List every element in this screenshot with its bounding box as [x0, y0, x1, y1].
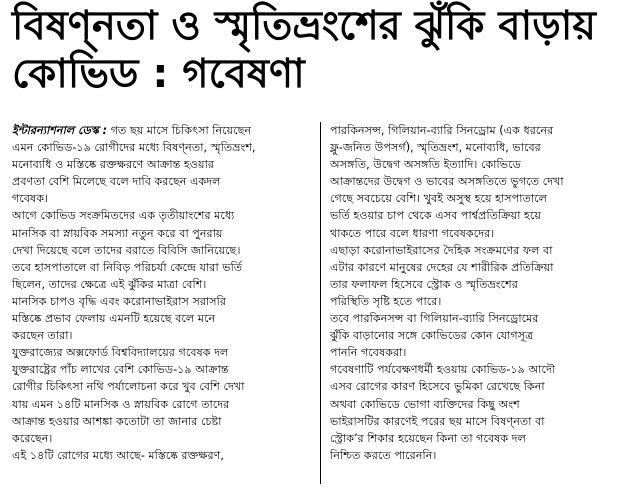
- article-line: এমন কোভিড-১৯ রোগীদের মধ্যে বিষণ্নতা, স্মৃতিভ্রংশ,: [12, 141, 256, 155]
- dateline: ইন্টারন্যাশনাল ডেস্ক :: [12, 124, 108, 137]
- article-line: যায় এমন ১৪টি মানসিক ও স্নায়বিক রোগে তাদের: [12, 397, 230, 411]
- article-column-right: [330, 122, 630, 464]
- article-line: এই ১৪টি রোগের মধ্যে আছে- মস্তিষ্কে রক্তক্ষরণ,: [12, 448, 224, 462]
- article-column-left: [12, 122, 312, 464]
- article-line: পাননি গবেষকরা।: [330, 346, 407, 360]
- article-line: এছাড়া করোনাভাইরাসের দৈহিক সংক্রমণের ফল বা: [330, 243, 553, 257]
- article-line: অসঙ্গতি, উদ্বেগ অসঙ্গতি ইত্যাদি। কোভিডে: [330, 158, 521, 172]
- headline-line-1: বিষণ্নতা ও স্মৃতিভ্রংশের ঝুঁকি বাড়ায়: [12, 3, 596, 49]
- article-line: প্রবণতা বেশি মিলেছে বলে দাবি করছেন একদল: [12, 175, 221, 189]
- article-line: মানসিক চাপও বৃদ্ধি এবং করোনাভাইরাস সরাসরি: [12, 294, 226, 308]
- article-line: পারকিনসন্স, গিলিয়ান-ব্যারি সিনড্রোম (এক ধরনের: [330, 124, 554, 137]
- column-divider: [320, 122, 321, 484]
- article-line: আক্রান্ত হওয়ার আশঙ্কা কতোটা তা জানার চেষ্টা: [12, 414, 222, 428]
- article-line: গবেষক।: [12, 192, 49, 206]
- headline: [12, 2, 632, 98]
- article-line: মানসিক বা স্নায়বিক সমস্যা নতুন করে বা পুনরায়: [12, 226, 223, 240]
- article-line: করেছেন।: [12, 431, 53, 445]
- article-line: যুক্তরাজ্যের অক্সফোর্ড বিশ্ববিদ্যালয়ের গবেষক দল: [12, 346, 229, 360]
- article-line: ফ্লু-জনিত উপসর্গ), স্মৃতিভ্রংশ, মনোব্যধি, ভাবের: [330, 141, 541, 155]
- article-line: ভর্তি হওয়ার চাপ থেকে এসব পার্শ্বপ্রতিক্রিয়া হয়ে: [330, 209, 542, 223]
- article-line: তবে পারকিনসন্স বা গিলিয়ান-ব্যারি সিনড্রোমের: [330, 312, 539, 326]
- article-line: নিশ্চিত করতে পারেননি।: [330, 448, 437, 462]
- article-line: তার ফলাফল হিসেবে স্ট্রোক ও স্মৃতিভ্রংশের: [330, 277, 518, 291]
- article-line: এসব রোগের কারণ হিসেবে ভুমিকা রেখেছে কিনা: [330, 380, 545, 394]
- article-line: যুক্তরাষ্ট্রের পাঁচ লাখের বেশি কোভিড-১৯ আক্রান্ত: [12, 363, 229, 377]
- article-line: ভাইরাসটির কারণেই পরের ছয় মাসে বিষণ্নতা বা: [330, 414, 545, 428]
- article-line: আক্রান্তদের উদ্বেগ ও ভাবের অসঙ্গতিতে ভুগতে দেখা: [330, 175, 564, 189]
- article-line: [12, 122, 312, 139]
- article-line: পরিস্থিতি সৃষ্টি হতে পারে।: [330, 294, 442, 308]
- article-line: দেখা দিয়েছে বলে তাদের বরাতে বিবিসি জানিয়েছে।: [12, 243, 241, 257]
- article-line: স্ট্রোক’র শিকার হয়েছেন কিনা তা গবেষক দল: [330, 431, 526, 445]
- article-line: মনোব্যধি ও মস্তিষ্কে রক্তক্ষরণে আক্রান্ত হওয়ার: [12, 158, 214, 172]
- article-line: ঝুঁকি বাড়ানোর সঙ্গে কোভিডের কোন যোগসূত্র: [330, 329, 534, 343]
- article-line: থাকতে পারে বলে ধারণা গবেষকদের।: [330, 226, 495, 240]
- article-line: গেছে সবচেয়ে বেশি। খুবই অসুস্থ হয়ে হাসপাতালে: [330, 192, 547, 206]
- article-line-text: গত ছয় মাসে চিকিৎসা নিয়েছেন: [107, 124, 252, 137]
- article-line: ছিলেন, তাদের ক্ষেত্রে এই ঝুঁকির মাত্রা বেশি।: [12, 277, 207, 291]
- article-line: অথবা কোভিডে ভোগা ব্যক্তিদের কিছু অংশ: [330, 397, 520, 411]
- article-line: করছেন তারা।: [12, 329, 73, 343]
- article-line: তবে হাসপাতালে বা নিবিড় পরিচর্যা কেন্দ্রে যারা ভর্তি: [12, 260, 243, 274]
- article-line: গবেষণাটি পর্যবেক্ষণধর্মী হওয়ায় কোভিড-১৯ আদৌ: [330, 363, 556, 377]
- headline-line-2: কোভিড : গবেষণা: [12, 51, 305, 97]
- article-line: এটার কারণে মানুষের দেহের যে শারীরিক প্রতিক্রিয়া: [330, 260, 554, 274]
- article-line: রোগীর চিকিৎসা নথি পর্যালোচনা করে খুব বেশি দেখা: [12, 380, 245, 394]
- article-line: মস্তিষ্কে প্রভাব ফেলায় এমনটি হয়েছে বলে মনে: [12, 312, 216, 326]
- article-line: আগে কোভিড সংক্রমিতদের এক তৃতীয়াংশের মধ্যে: [12, 209, 235, 223]
